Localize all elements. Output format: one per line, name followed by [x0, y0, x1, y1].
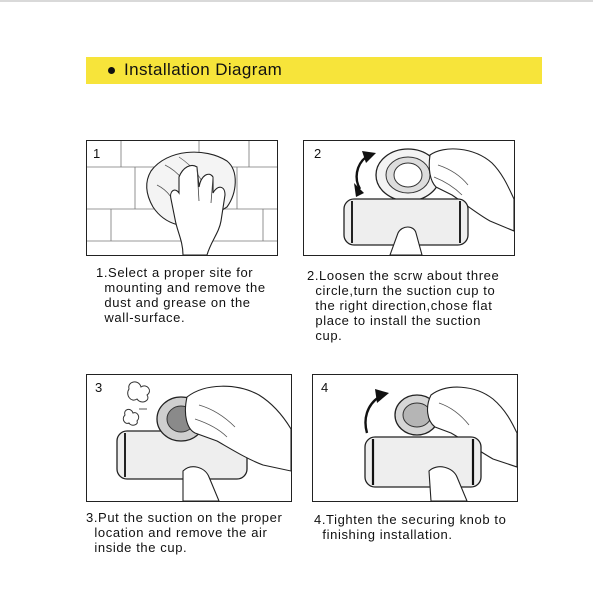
caption-line: 4.Tighten the securing knob to [314, 512, 507, 527]
caption-line: 2.Loosen the scrw about three [307, 268, 500, 283]
step-2-illustration [303, 140, 515, 256]
step-3-caption [86, 510, 282, 555]
step-4-caption [314, 512, 506, 542]
wiping-wall-drawing [87, 141, 277, 255]
caption-line: location and remove the air [86, 525, 268, 540]
press-suction-cup-drawing [87, 375, 291, 501]
step-4-illustration [312, 374, 518, 502]
step-3-number: 3 [95, 380, 103, 395]
caption-line: the right direction,chose flat [307, 298, 493, 313]
step-4-number: 4 [321, 380, 329, 395]
step-1-illustration [86, 140, 278, 256]
step-2-caption [307, 268, 499, 343]
tighten-knob-drawing [313, 375, 517, 501]
section-title: Installation Diagram [124, 60, 283, 79]
step-1-caption [96, 265, 266, 325]
caption-line: cup. [307, 328, 343, 343]
caption-line: mounting and remove the [96, 280, 266, 295]
caption-line: inside the cup. [86, 540, 188, 555]
caption-line: dust and grease on the [96, 295, 251, 310]
step-2-number: 2 [314, 146, 322, 161]
bullet-icon [108, 67, 115, 74]
step-1-number: 1 [93, 146, 101, 161]
step-3-illustration [86, 374, 292, 502]
caption-line: finishing installation. [314, 527, 453, 542]
caption-line: circle,turn the suction cup to [307, 283, 496, 298]
caption-line: place to install the suction [307, 313, 482, 328]
caption-line: 1.Select a proper site for [96, 265, 254, 280]
loosen-suction-cup-drawing [304, 141, 514, 255]
caption-line: 3.Put the suction on the proper [86, 510, 283, 525]
caption-line: wall-surface. [96, 310, 186, 325]
top-divider [0, 0, 593, 2]
